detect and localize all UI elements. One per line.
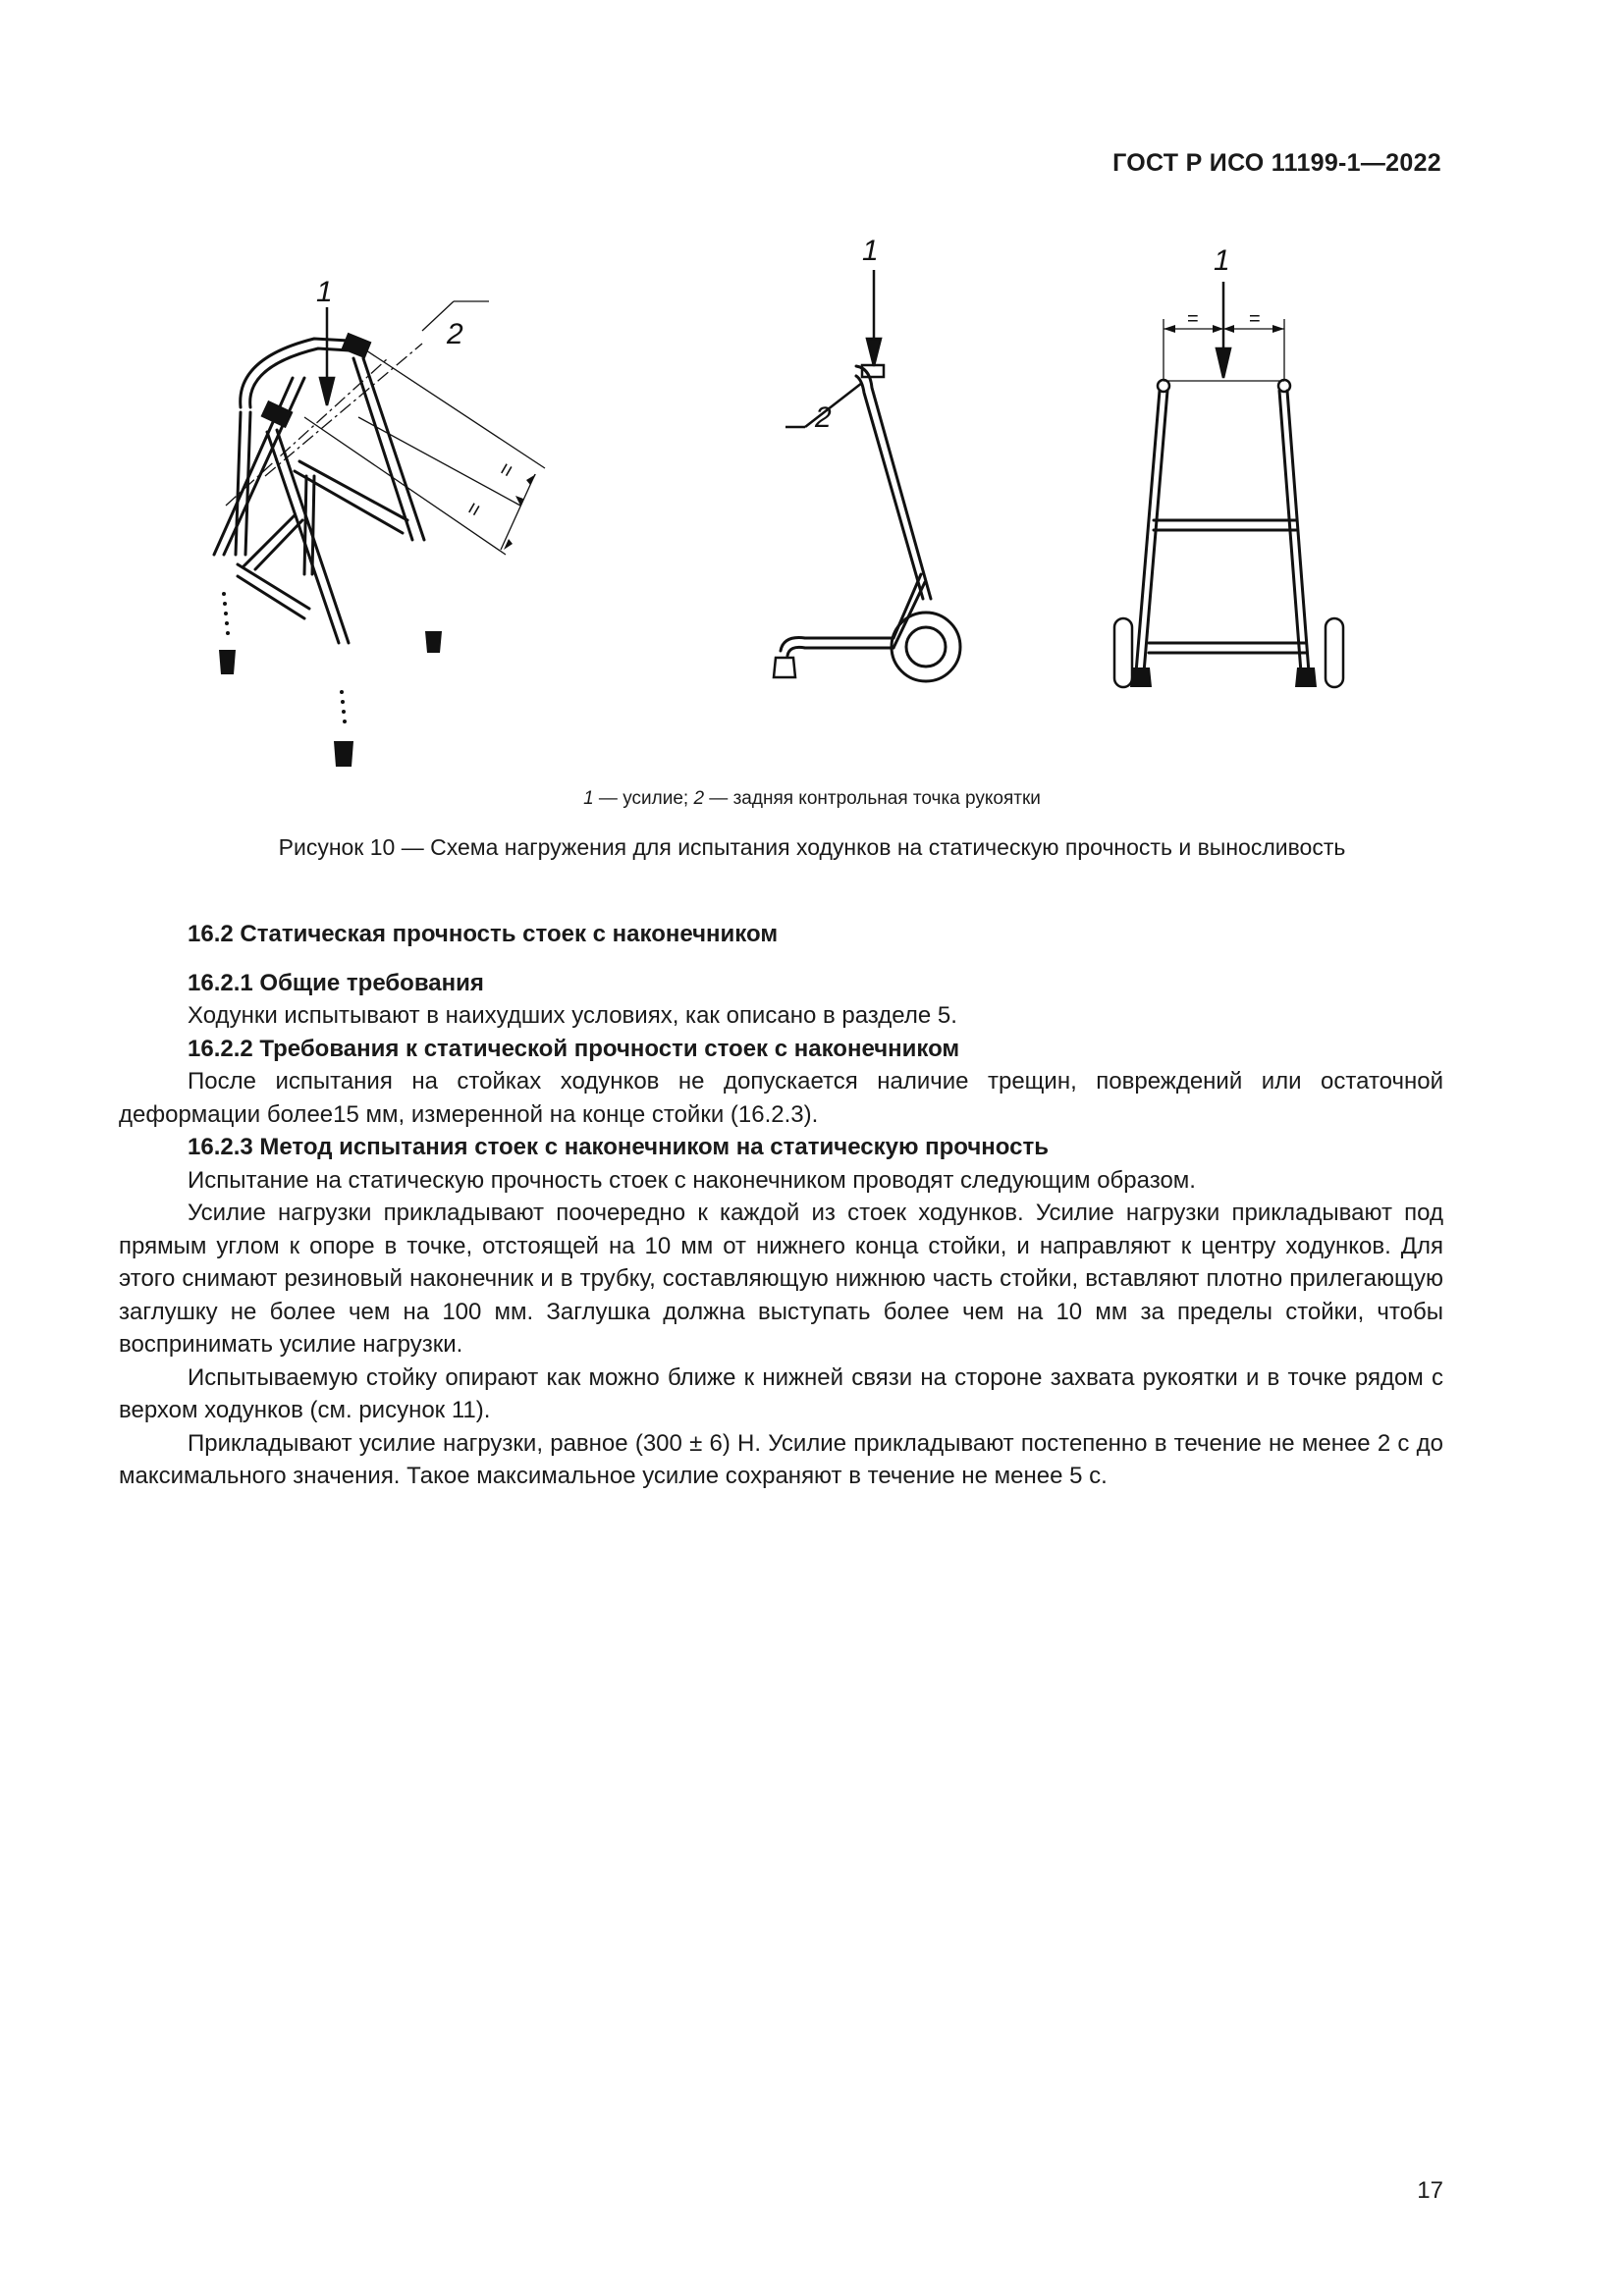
- callout-force-1: 1: [1214, 244, 1230, 277]
- figure-caption: Рисунок 10 — Схема нагружения для испытания ходунков на статическую прочность и выносливость: [278, 834, 1346, 860]
- paragraph: Прикладывают усилие нагрузки, равное (300 ± 6) Н. Усилие прикладывают постепенно в течение не менее 2 с до максимального значения. Такое максимальное усилие сохраняют в течение не менее 5 с.: [119, 1429, 1443, 1489]
- callout-handle-2: 2: [447, 318, 463, 350]
- callout-force-1: 1: [316, 276, 333, 308]
- walker-side-view-drawing: [746, 221, 1001, 692]
- paragraph: Испытываемую стойку опирают как можно ближе к нижней связи на стороне захвата рукоятки и в точке рядом с верхом ходунков (см. рисунок 11).: [119, 1363, 1443, 1423]
- legend-item2-text: — задняя контрольная точка рукоятки: [704, 788, 1041, 809]
- paragraph: Ходунки испытывают в наихудших условиях, как описано в разделе 5.: [188, 1002, 957, 1029]
- page-number: 17: [1417, 2177, 1443, 2204]
- equal-mark: =: [492, 457, 520, 482]
- walker-front-view-drawing: [1095, 221, 1311, 692]
- document-header: ГОСТ Р ИСО 11199-1—2022: [1112, 149, 1441, 177]
- figure-10: [0, 221, 1624, 771]
- figure-legend: [0, 788, 1624, 810]
- walker-perspective-drawing: [196, 221, 609, 771]
- paragraph: После испытания на стойках ходунков не допускается наличие трещин, повреждений или остаточной деформации более15 мм, измеренной на конце стойки (16.2.3).: [119, 1068, 1443, 1128]
- equal-mark: =: [460, 497, 488, 521]
- equal-mark: =: [1187, 308, 1199, 330]
- section-heading-16-2-2: 16.2.2 Требования к статической прочности стоек с наконечником: [188, 1035, 960, 1062]
- paragraph: Испытание на статическую прочность стоек с наконечником проводят следующим образом.: [188, 1166, 1196, 1194]
- legend-item1-text: — усилие;: [593, 788, 694, 809]
- section-heading-16-2-1: 16.2.1 Общие требования: [188, 969, 484, 996]
- legend-item2-number: 2: [693, 788, 705, 809]
- paragraph: Усилие нагрузки прикладывают поочередно к каждой из стоек ходунков. Усилие нагрузки прикладывают под прямым углом к опоре в точке, отстоящей на 10 мм от нижнего конца стойки, и направляют к центру ходунков. Для этого снимают резиновый наконечник и в трубку, составляющую нижнюю часть стойки, вставляют плотно прилегающую заглушку не более чем на 100 мм. Заглушка должна выступать более чем на 10 мм за пределы стойки, чтобы воспринимать усилие нагрузки.: [119, 1200, 1443, 1358]
- callout-handle-2: 2: [815, 401, 832, 434]
- callout-force-1: 1: [862, 235, 879, 267]
- section-heading-16-2-3: 16.2.3 Метод испытания стоек с наконечником на статическую прочность: [188, 1134, 1049, 1160]
- legend-item1-number: 1: [583, 788, 594, 809]
- equal-mark: =: [1249, 308, 1261, 330]
- section-heading-16-2: 16.2 Статическая прочность стоек с наконечником: [188, 921, 779, 947]
- body-text: [119, 918, 1443, 1493]
